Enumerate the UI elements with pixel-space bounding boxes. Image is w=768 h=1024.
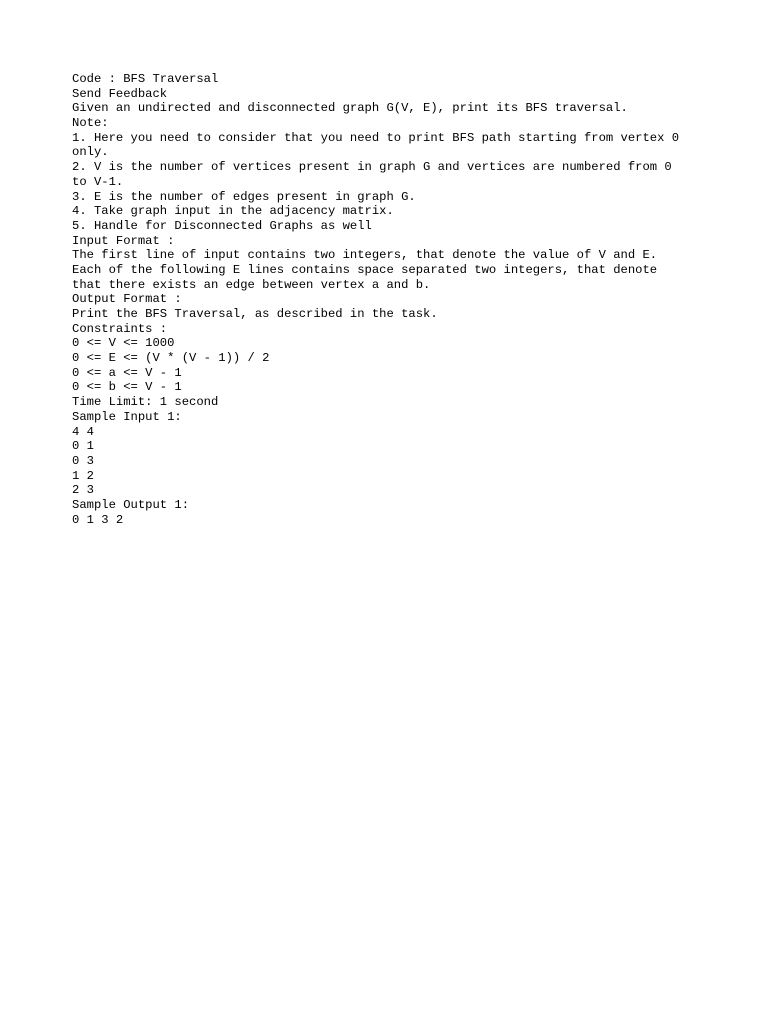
note-line: 4. Take graph input in the adjacency matrix.: [72, 204, 394, 219]
note-line: 5. Handle for Disconnected Graphs as well: [72, 218, 372, 233]
output-format-line: Print the BFS Traversal, as described in the task.: [72, 307, 438, 321]
sample-input-line: 0 1: [72, 439, 94, 454]
input-format-line: that there exists an edge between vertex a and b.: [72, 277, 431, 292]
problem-intro: Given an undirected and disconnected graph G(V, E), print its BFS traversal.: [72, 101, 628, 116]
output-format-heading: Output Format :: [72, 292, 182, 307]
sample-input-heading: Sample Input 1:: [72, 409, 182, 424]
constraint-line: 0 <= V <= 1000: [72, 336, 175, 351]
constraints-heading: Constraints :: [72, 321, 168, 336]
sample-output-line: 0 1 3 2: [72, 512, 124, 527]
sample-input-line: 1 2: [72, 468, 94, 483]
problem-statement: [72, 72, 702, 527]
constraint-line: 0 <= a <= V - 1: [72, 365, 182, 380]
send-feedback-link[interactable]: Send Feedback: [72, 86, 168, 101]
sample-input-line: 0 3: [72, 453, 94, 468]
input-format-line: The first line of input contains two integers, that denote the value of V and E.: [72, 248, 658, 263]
constraint-line: 0 <= E <= (V * (V - 1)) / 2: [72, 351, 270, 366]
sample-output-heading: Sample Output 1:: [72, 497, 190, 512]
input-format-line: Each of the following E lines contains space separated two integers, that denote: [72, 262, 658, 277]
note-heading: Note:: [72, 116, 109, 131]
sample-input-line: 4 4: [72, 424, 94, 439]
note-line: 2. V is the number of vertices present in graph G and vertices are numbered from 0: [72, 160, 672, 175]
problem-title: Code : BFS Traversal: [72, 72, 219, 86]
note-line: 3. E is the number of edges present in graph G.: [72, 189, 416, 204]
note-line: 1. Here you need to consider that you need to print BFS path starting from vertex 0: [72, 130, 680, 145]
note-line: only.: [72, 145, 109, 160]
input-format-heading: Input Format :: [72, 233, 175, 248]
note-line: to V-1.: [72, 174, 124, 189]
constraint-line: 0 <= b <= V - 1: [72, 380, 182, 395]
time-limit: Time Limit: 1 second: [72, 395, 219, 410]
sample-input-line: 2 3: [72, 483, 94, 498]
